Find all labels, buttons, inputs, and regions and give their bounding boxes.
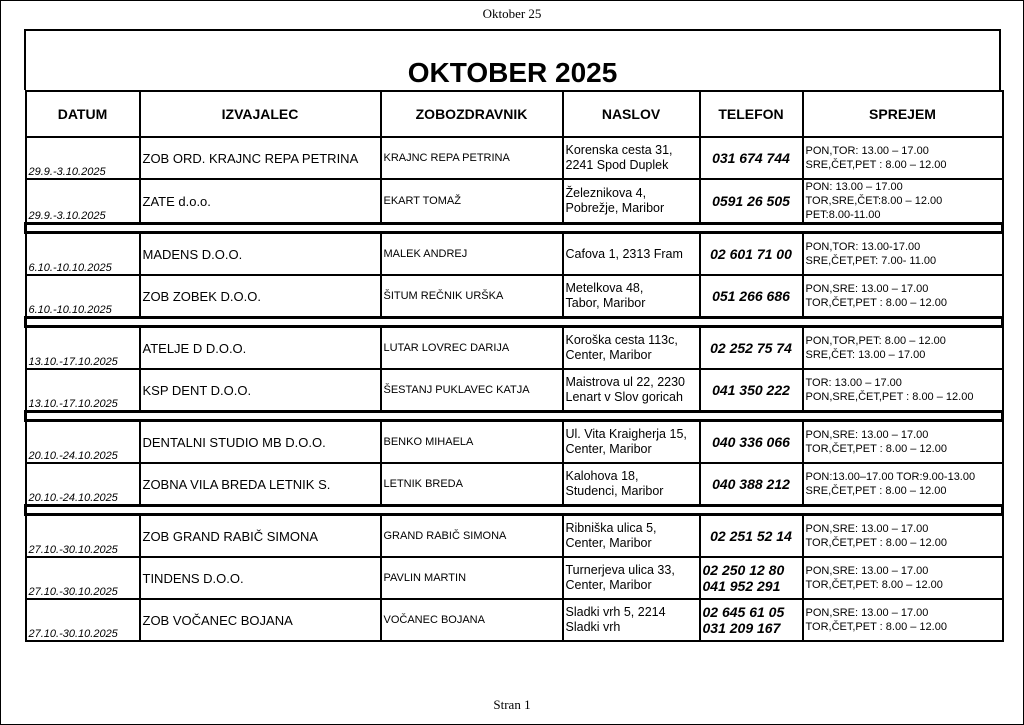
schedule-sheet	[24, 29, 1001, 642]
table-row	[26, 233, 1003, 276]
schedule-title: OKTOBER 2025	[407, 57, 618, 88]
phone-number: 02 601 71 00	[710, 246, 792, 262]
provider-cell: ZOB ORD. KRAJNC REPA PETRINA	[140, 137, 381, 179]
address-cell	[563, 327, 700, 370]
dentist-cell: PAVLIN MARTIN	[381, 557, 563, 599]
phone-number: 040 388 212	[712, 476, 790, 492]
phone-cell	[700, 421, 803, 464]
office-hours-cell	[803, 557, 1003, 599]
schedule-table	[24, 90, 1004, 642]
address-line: Center, Maribor	[565, 578, 652, 592]
schedule-body	[26, 137, 1003, 641]
office-hours-cell	[803, 137, 1003, 179]
office-hours-line: PON,SRE,ČET,PET : 8.00 – 12.00	[805, 391, 974, 403]
office-hours-line: PON,TOR: 13.00 – 17.00	[805, 145, 929, 157]
column-header-izvajalec: IZVAJALEC	[140, 91, 381, 137]
column-header-datum: DATUM	[26, 91, 140, 137]
week-separator	[26, 412, 1003, 421]
week-separator	[26, 224, 1003, 233]
office-hours-cell	[803, 327, 1003, 370]
office-hours-line: SRE,ČET: 13.00 – 17.00	[805, 349, 926, 361]
provider-cell: ZOB GRAND RABIČ SIMONA	[140, 515, 381, 558]
provider-cell: ZOB VOČANEC BOJANA	[140, 599, 381, 641]
table-row	[26, 557, 1003, 599]
provider-cell: TINDENS D.O.O.	[140, 557, 381, 599]
page-header: Oktober 25	[482, 6, 542, 21]
table-row	[26, 463, 1003, 506]
office-hours-line: TOR,SRE,ČET:8.00 – 12.00	[805, 195, 943, 207]
phone-number: 02 252 75 74	[710, 340, 792, 356]
phone-cell	[700, 233, 803, 276]
office-hours-line: TOR,ČET,PET : 8.00 – 12.00	[805, 297, 947, 309]
office-hours-cell	[803, 421, 1003, 464]
table-row	[26, 137, 1003, 179]
address-line: Center, Maribor	[565, 442, 652, 456]
office-hours-line: PON,TOR: 13.00-17.00	[805, 241, 921, 253]
table-row	[26, 369, 1003, 412]
dentist-cell: EKART TOMAŽ	[381, 179, 563, 224]
date-cell: 29.9.-3.10.2025	[26, 137, 140, 179]
address-line: Korenska cesta 31,	[565, 143, 673, 157]
table-row	[26, 421, 1003, 464]
address-line: Železnikova 4,	[565, 186, 647, 200]
address-cell	[563, 275, 700, 318]
office-hours-line: PET:8.00-11.00	[805, 209, 881, 221]
office-hours-cell	[803, 369, 1003, 412]
phone-number: 041 350 222	[712, 382, 790, 398]
office-hours-line: TOR,ČET,PET : 8.00 – 12.00	[805, 621, 947, 633]
office-hours-line: PON,SRE: 13.00 – 17.00	[805, 607, 929, 619]
phone-number: 02 251 52 14	[710, 528, 792, 544]
phone-cell	[700, 179, 803, 224]
phone-cell	[700, 515, 803, 558]
address-line: Sladki vrh	[565, 620, 621, 634]
address-line: Studenci, Maribor	[565, 484, 664, 498]
office-hours-cell	[803, 463, 1003, 506]
address-cell	[563, 421, 700, 464]
dentist-cell: MALEK ANDREJ	[381, 233, 563, 276]
date-cell: 27.10.-30.10.2025	[26, 599, 140, 641]
dentist-cell: ŠITUM REČNIK URŠKA	[381, 275, 563, 318]
office-hours-line: SRE,ČET,PET : 8.00 – 12.00	[805, 159, 947, 171]
phone-cell	[700, 463, 803, 506]
address-line: 2241 Spod Duplek	[565, 158, 669, 172]
date-cell: 20.10.-24.10.2025	[26, 421, 140, 464]
address-line: Kalohova 18,	[565, 469, 639, 483]
office-hours-cell	[803, 515, 1003, 558]
office-hours-line: TOR,ČET,PET: 8.00 – 12.00	[805, 579, 943, 591]
address-line: Maistrova ul 22, 2230	[565, 375, 686, 389]
title-box	[24, 29, 1001, 90]
office-hours-line: TOR,ČET,PET : 8.00 – 12.00	[805, 537, 947, 549]
provider-cell: DENTALNI STUDIO MB D.O.O.	[140, 421, 381, 464]
phone-cell	[700, 137, 803, 179]
address-cell	[563, 369, 700, 412]
provider-cell: KSP DENT D.O.O.	[140, 369, 381, 412]
address-line: Ul. Vita Kraigherja 15,	[565, 427, 687, 441]
address-line: Tabor, Maribor	[565, 296, 646, 310]
week-separator-cell	[26, 412, 1003, 421]
phone-cell	[700, 327, 803, 370]
phone-cell	[700, 599, 803, 641]
page-footer: Stran 1	[493, 697, 531, 712]
address-line: Turnerjeva ulica 33,	[565, 563, 675, 577]
office-hours-line: PON,SRE: 13.00 – 17.00	[805, 429, 929, 441]
phone-cell	[700, 369, 803, 412]
office-hours-line: SRE,ČET,PET: 7.00- 11.00	[805, 255, 937, 267]
office-hours-cell	[803, 233, 1003, 276]
header-row	[26, 91, 1003, 137]
office-hours-cell	[803, 275, 1003, 318]
date-cell: 6.10.-10.10.2025	[26, 275, 140, 318]
date-cell: 13.10.-17.10.2025	[26, 327, 140, 370]
table-row	[26, 599, 1003, 641]
office-hours-cell	[803, 599, 1003, 641]
date-cell: 13.10.-17.10.2025	[26, 369, 140, 412]
week-separator-cell	[26, 506, 1003, 515]
date-cell: 6.10.-10.10.2025	[26, 233, 140, 276]
table-row	[26, 327, 1003, 370]
phone-cell	[700, 557, 803, 599]
address-line: Koroška cesta 113c,	[565, 333, 678, 347]
phone-number: 0591 26 505	[712, 193, 790, 209]
phone-number: 040 336 066	[712, 434, 790, 450]
phone-number: 041 952 291	[702, 578, 781, 594]
dentist-cell: KRAJNC REPA PETRINA	[381, 137, 563, 179]
address-line: Metelkova 48,	[565, 281, 644, 295]
column-header-telefon: TELEFON	[700, 91, 803, 137]
address-line: Pobrežje, Maribor	[565, 201, 665, 215]
phone-number: 051 266 686	[712, 288, 790, 304]
office-hours-line: PON,TOR,PET: 8.00 – 12.00	[805, 335, 946, 347]
address-line: Cafova 1, 2313 Fram	[565, 246, 683, 261]
week-separator	[26, 318, 1003, 327]
address-cell	[563, 463, 700, 506]
dentist-cell: GRAND RABIČ SIMONA	[381, 515, 563, 558]
office-hours-line: TOR,ČET,PET : 8.00 – 12.00	[805, 443, 947, 455]
address-cell	[563, 557, 700, 599]
office-hours-line: PON:13.00–17.00 TOR:9.00-13.00	[805, 471, 976, 483]
provider-cell: ZOB ZOBEK D.O.O.	[140, 275, 381, 318]
address-line: Lenart v Slov goricah	[565, 390, 683, 404]
table-row	[26, 179, 1003, 224]
dentist-cell: LUTAR LOVREC DARIJA	[381, 327, 563, 370]
office-hours-line: PON,SRE: 13.00 – 17.00	[805, 565, 929, 577]
address-line: Sladki vrh 5, 2214	[565, 605, 666, 619]
week-separator-cell	[26, 318, 1003, 327]
dentist-cell: ŠESTANJ PUKLAVEC KATJA	[381, 369, 563, 412]
phone-number: 02 250 12 80	[702, 562, 785, 578]
address-cell	[563, 515, 700, 558]
table-row	[26, 275, 1003, 318]
address-line: Center, Maribor	[565, 536, 652, 550]
dentist-cell: LETNIK BREDA	[381, 463, 563, 506]
date-cell: 27.10.-30.10.2025	[26, 557, 140, 599]
address-cell	[563, 599, 700, 641]
address-line: Ribniška ulica 5,	[565, 521, 657, 535]
provider-cell: ATELJE D D.O.O.	[140, 327, 381, 370]
week-separator	[26, 506, 1003, 515]
provider-cell: ZATE d.o.o.	[140, 179, 381, 224]
column-header-sprejem: SPREJEM	[803, 91, 1003, 137]
week-separator-cell	[26, 224, 1003, 233]
office-hours-cell	[803, 179, 1003, 224]
office-hours-line: PON,SRE: 13.00 – 17.00	[805, 283, 929, 295]
phone-cell	[700, 275, 803, 318]
table-row	[26, 515, 1003, 558]
phone-number: 031 674 744	[712, 150, 790, 166]
address-cell	[563, 233, 700, 276]
provider-cell: MADENS D.O.O.	[140, 233, 381, 276]
office-hours-line: TOR: 13.00 – 17.00	[805, 377, 902, 389]
office-hours-line: PON,SRE: 13.00 – 17.00	[805, 523, 929, 535]
dentist-cell: BENKO MIHAELA	[381, 421, 563, 464]
date-cell: 20.10.-24.10.2025	[26, 463, 140, 506]
address-cell	[563, 137, 700, 179]
office-hours-line: SRE,ČET,PET : 8.00 – 12.00	[805, 485, 947, 497]
dentist-cell: VOČANEC BOJANA	[381, 599, 563, 641]
provider-cell: ZOBNA VILA BREDA LETNIK S.	[140, 463, 381, 506]
phone-number: 02 645 61 05	[702, 604, 785, 620]
address-cell	[563, 179, 700, 224]
column-header-zobozdravnik: ZOBOZDRAVNIK	[381, 91, 563, 137]
office-hours-line: PON: 13.00 – 17.00	[805, 181, 903, 193]
column-header-naslov: NASLOV	[563, 91, 700, 137]
date-cell: 29.9.-3.10.2025	[26, 179, 140, 224]
phone-number: 031 209 167	[702, 620, 781, 636]
date-cell: 27.10.-30.10.2025	[26, 515, 140, 558]
address-line: Center, Maribor	[565, 348, 652, 362]
